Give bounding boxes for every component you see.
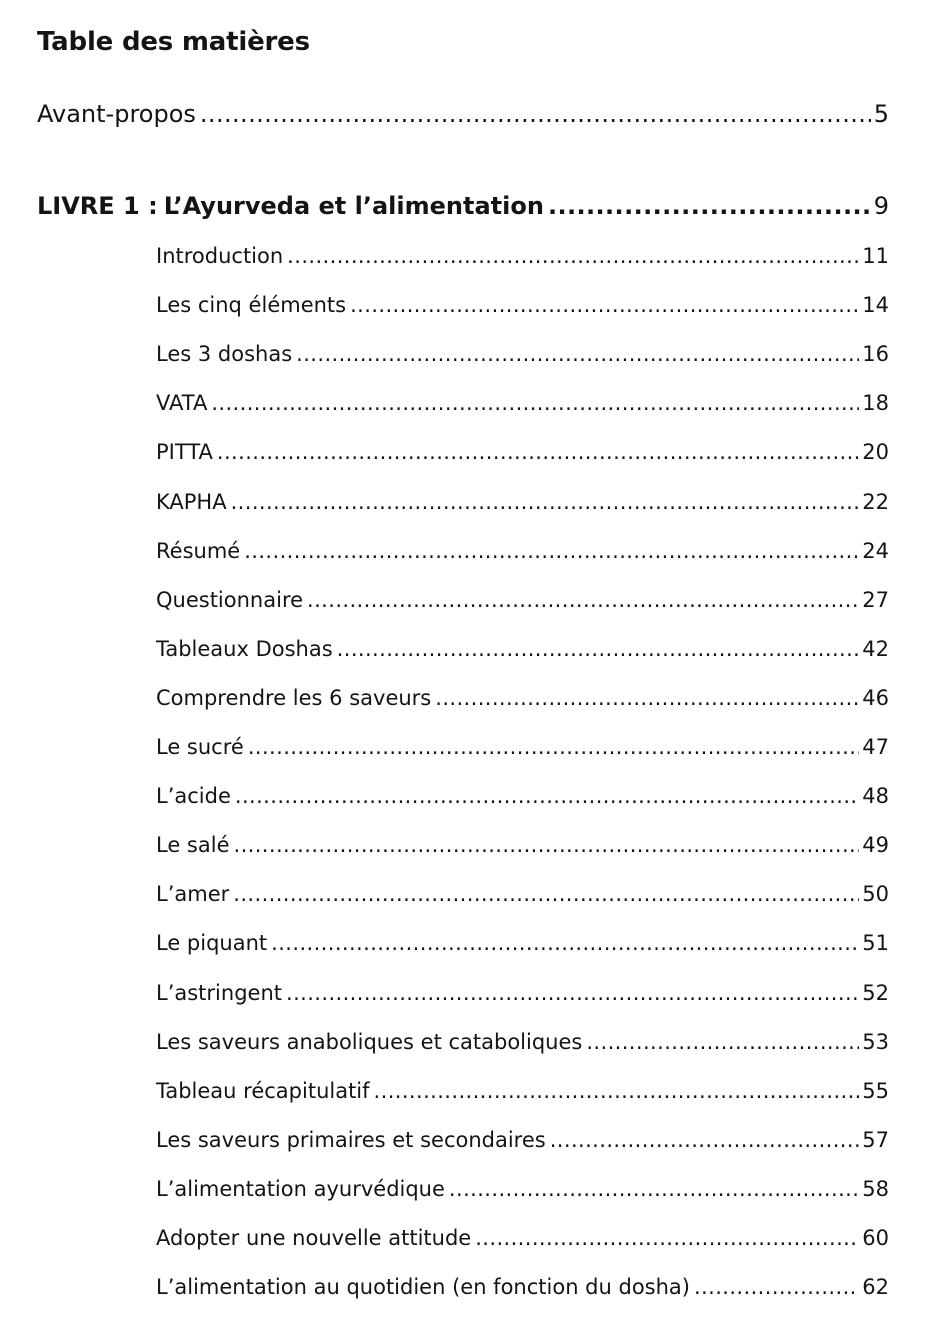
toc-entry-page: 22: [862, 489, 889, 514]
toc-entry-label: Introduction: [156, 244, 284, 268]
toc-entry-label: Le salé: [156, 833, 230, 858]
leader-dots: [694, 1275, 859, 1299]
toc-entry-page: 48: [862, 784, 889, 809]
page-title: Table des matières: [37, 27, 310, 57]
toc-entry-page: 51: [862, 931, 889, 956]
toc-entry[interactable]: [156, 882, 889, 906]
toc-entry-label: L’amer: [156, 882, 230, 907]
toc-entry-label: L’alimentation au quotidien (en fonction du dosha): [156, 1275, 690, 1300]
leader-dots: [449, 1177, 859, 1201]
toc-entry-page: 20: [862, 440, 889, 465]
leader-dots: [296, 342, 859, 366]
toc-entry[interactable]: [156, 293, 889, 317]
leader-dots: [231, 490, 860, 514]
toc-entry-label: Le piquant: [156, 931, 268, 956]
toc-entry[interactable]: [156, 1128, 889, 1152]
toc-entry-label: L’alimentation ayurvédique: [156, 1176, 445, 1201]
toc-entry-page: 57: [862, 1127, 889, 1152]
toc-entry-label: Avant-propos: [37, 100, 196, 128]
leader-dots: [350, 293, 859, 317]
leader-dots: [287, 244, 859, 268]
toc-entry-page: 9: [873, 192, 889, 220]
toc-entry[interactable]: [156, 735, 889, 759]
toc-entry-page: 5: [873, 100, 889, 128]
toc-entry[interactable]: [156, 637, 889, 661]
toc-entry-label: KAPHA: [156, 489, 227, 514]
toc-entry-foreword[interactable]: [37, 100, 889, 128]
toc-entry-page: 49: [862, 833, 889, 858]
leader-dots: [244, 539, 859, 563]
toc-entry-label: Les saveurs primaires et secondaires: [156, 1127, 546, 1152]
leader-dots: [271, 931, 859, 955]
toc-entry[interactable]: [156, 931, 889, 955]
toc-entry-label: Le sucré: [156, 735, 244, 759]
toc-entry-page: 52: [862, 980, 889, 1005]
toc-entry-page: 46: [862, 685, 889, 710]
toc-entry[interactable]: [156, 1275, 889, 1299]
toc-entry[interactable]: [156, 833, 889, 857]
toc-entry[interactable]: [156, 539, 889, 563]
toc-entry-page: 24: [862, 538, 889, 563]
toc-entry-label: PITTA: [156, 440, 213, 465]
toc-entry-page: 60: [862, 1226, 889, 1250]
toc-entry-label: Les cinq éléments: [156, 293, 347, 318]
leader-dots: [217, 440, 859, 464]
leader-dots: [586, 1030, 859, 1054]
toc-entry-page: 62: [862, 1275, 889, 1300]
toc-entry[interactable]: [156, 1226, 889, 1250]
toc-entry-label: Résumé: [156, 538, 241, 563]
toc-entry[interactable]: [156, 686, 889, 710]
leader-dots: [374, 1079, 860, 1103]
leader-dots: [286, 981, 859, 1005]
toc-entry-label: L’astringent: [156, 980, 282, 1005]
leader-dots: [548, 192, 871, 220]
toc-entry-label: VATA: [156, 391, 208, 416]
toc-entry-label: Tableau récapitulatif: [156, 1078, 370, 1103]
leader-dots: [337, 637, 860, 661]
leader-dots: [550, 1128, 860, 1152]
leader-dots: [211, 391, 859, 415]
leader-dots: [307, 588, 859, 612]
book-title: L’Ayurveda et l’alimentation: [163, 192, 544, 220]
leader-dots: [234, 833, 860, 857]
toc-entry-page: 50: [862, 882, 889, 907]
leader-dots: [475, 1226, 859, 1250]
toc-entry[interactable]: [156, 1030, 889, 1054]
toc-entry-label: Les saveurs anaboliques et cataboliques: [156, 1029, 583, 1054]
toc-entry[interactable]: [156, 1079, 889, 1103]
toc-entry[interactable]: [156, 244, 889, 268]
toc-entry-page: 42: [862, 636, 889, 661]
toc-entry-page: 11: [862, 244, 889, 268]
toc-entry-label: Les 3 doshas: [156, 342, 293, 367]
toc-entry[interactable]: [156, 342, 889, 366]
toc-entry-label: Tableaux Doshas: [156, 636, 333, 661]
leader-dots: [200, 100, 871, 128]
toc-entry-page: 16: [862, 342, 889, 367]
toc-entry-page: 14: [862, 293, 889, 318]
toc-entry-page: 27: [862, 587, 889, 612]
toc-entry-book-1[interactable]: [37, 192, 889, 220]
toc-entry-page: 47: [862, 735, 889, 759]
toc-entry[interactable]: [156, 981, 889, 1005]
toc-entry[interactable]: [156, 588, 889, 612]
toc-entry[interactable]: [156, 490, 889, 514]
leader-dots: [233, 882, 859, 906]
leader-dots: [435, 686, 859, 710]
toc-entry[interactable]: [156, 784, 889, 808]
toc-entry[interactable]: [156, 391, 889, 415]
toc-entry-label: Adopter une nouvelle attitude: [156, 1226, 472, 1250]
toc-entry-label: L’acide: [156, 784, 231, 809]
toc-entry-page: 18: [862, 391, 889, 416]
leader-dots: [235, 784, 859, 808]
toc-entry-page: 55: [862, 1078, 889, 1103]
leader-dots: [248, 735, 859, 759]
toc-book-heading: [37, 192, 544, 220]
toc-entry-label: Questionnaire: [156, 587, 304, 612]
toc-entry-page: 58: [862, 1176, 889, 1201]
toc-entry-page: 53: [862, 1029, 889, 1054]
toc-entry-label: Comprendre les 6 saveurs: [156, 685, 432, 710]
toc-entry[interactable]: [156, 1177, 889, 1201]
toc-entry[interactable]: [156, 440, 889, 464]
book-number: LIVRE 1 :: [37, 192, 158, 220]
